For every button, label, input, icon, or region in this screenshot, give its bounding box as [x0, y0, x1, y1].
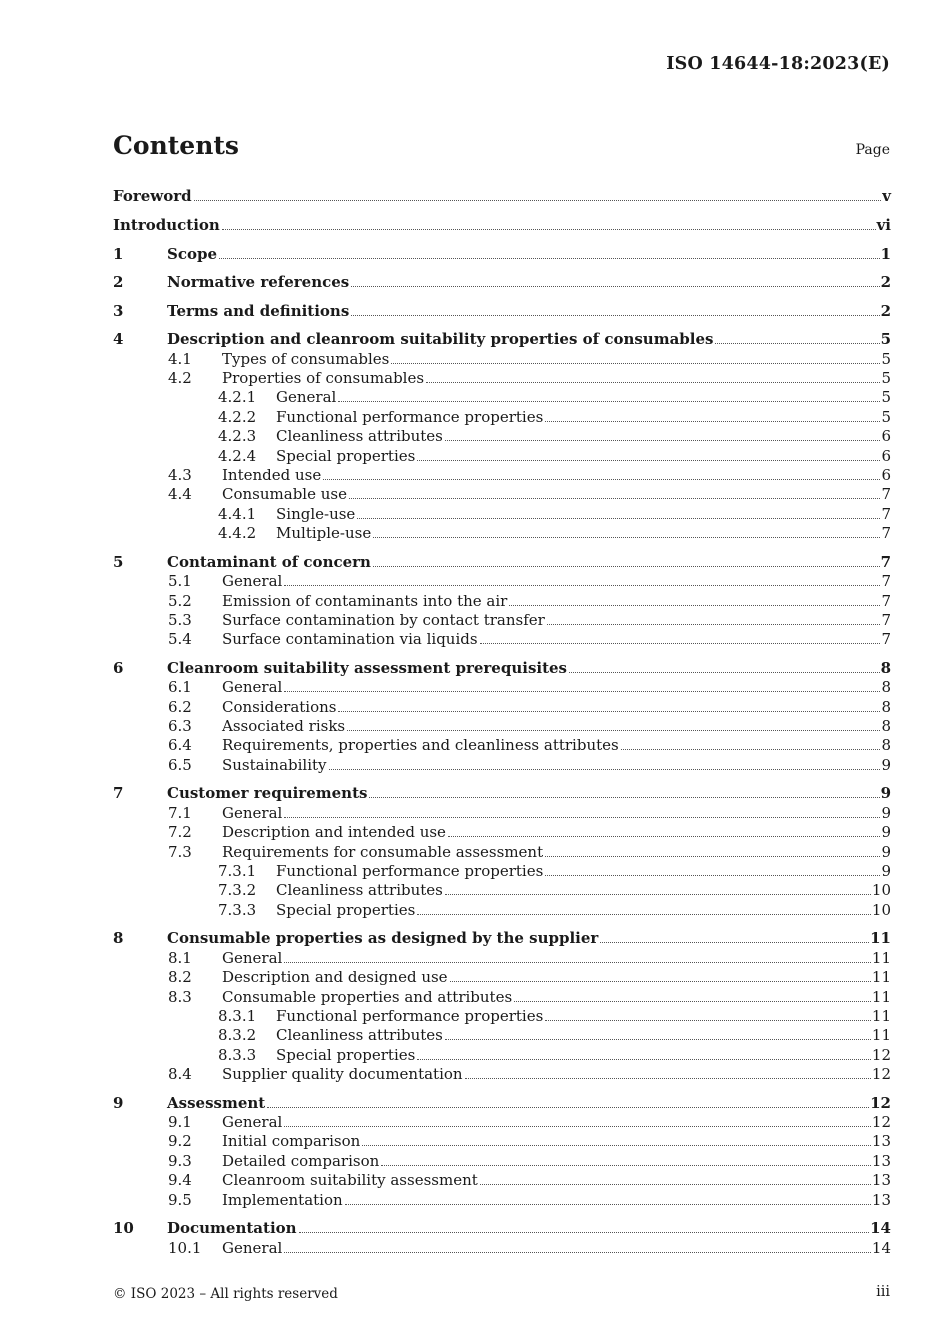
toc-entry[interactable] [113, 783, 891, 802]
toc-entry-number: 5 [113, 552, 124, 571]
toc-entry-title: General [222, 803, 283, 822]
toc-entry-number: 4.2 [168, 369, 192, 388]
dot-leader [345, 1204, 871, 1205]
dot-leader [445, 1039, 871, 1040]
toc-entry-page: 11 [871, 968, 891, 987]
toc-entry-number: 8 [113, 929, 124, 948]
toc-entry[interactable] [113, 387, 891, 406]
dot-leader [329, 769, 881, 770]
dot-leader [547, 624, 881, 625]
toc-entry-number: 8.3.2 [218, 1026, 257, 1045]
dot-leader [545, 421, 880, 422]
toc-entry-title: General [276, 388, 337, 407]
toc-entry[interactable] [113, 658, 891, 677]
dot-leader [621, 749, 881, 750]
toc-entry-title: Documentation [167, 1219, 297, 1238]
dot-leader [267, 1107, 869, 1108]
toc-entry-number: 4.4.2 [218, 524, 257, 543]
toc-entry-title: Assessment [167, 1093, 266, 1112]
dot-leader [448, 836, 881, 837]
toc-entry-number: 9.2 [168, 1132, 192, 1151]
toc-entry-title: Supplier quality documentation [222, 1065, 463, 1084]
toc-entry-title: General [222, 678, 283, 697]
toc-entry-page: 11 [870, 929, 891, 948]
toc-entry-page: v [882, 187, 891, 206]
toc-entry-title: Surface contamination via liquids [222, 630, 478, 649]
dot-leader [299, 1232, 870, 1233]
toc-entry-number: 4.4.1 [218, 504, 257, 523]
toc-entry-number: 4.2.3 [218, 427, 257, 446]
toc-entry-page: 7 [880, 552, 891, 571]
toc-entry-number: 4.3 [168, 466, 192, 485]
toc-entry-page: 6 [881, 466, 891, 485]
toc-entry[interactable] [113, 426, 891, 445]
toc-entry[interactable] [113, 1044, 891, 1063]
toc-entry-number: 4.2.1 [218, 388, 257, 407]
toc-entry-title: Foreword [113, 187, 192, 206]
toc-entry-number: 7.3.1 [218, 862, 257, 880]
toc-entry-number: 6.5 [168, 755, 192, 774]
toc-entry-page: 12 [870, 1093, 891, 1112]
toc-entry-number: 9.5 [168, 1190, 192, 1209]
page-column-label: Page [855, 142, 890, 158]
toc-entry[interactable] [113, 445, 891, 464]
toc-entry[interactable] [113, 696, 891, 715]
toc-entry-title: Requirements for consumable assessment [222, 842, 544, 861]
toc-entry[interactable] [113, 523, 891, 542]
toc-entry-page: 7 [881, 485, 891, 504]
dot-leader [514, 1001, 871, 1002]
toc-entry[interactable] [113, 590, 891, 609]
toc-entry-page: 11 [871, 948, 891, 967]
toc-entry-number: 10 [113, 1219, 134, 1238]
toc-entry-title: Special properties [276, 1045, 416, 1064]
toc-entry-number: 9.3 [168, 1151, 192, 1170]
toc-entry-page: 11 [871, 987, 891, 1006]
toc-entry[interactable] [113, 1025, 891, 1044]
toc-entry-title: Sustainability [222, 755, 327, 774]
toc-entry-page: 8 [881, 697, 891, 716]
dot-leader [349, 498, 880, 499]
toc-entry-page: 1 [880, 244, 891, 263]
dot-leader [509, 605, 880, 606]
toc-entry-number: 7.3.3 [218, 900, 257, 919]
toc-entry-number: 5.3 [168, 610, 192, 629]
toc-entry[interactable] [113, 243, 891, 262]
toc-entry-page: 7 [881, 630, 891, 649]
toc-entry-number: 8.4 [168, 1065, 192, 1084]
toc-entry-title: Customer requirements [167, 784, 368, 803]
dot-leader [600, 942, 869, 943]
dot-leader [373, 566, 880, 567]
toc-entry[interactable] [113, 1064, 891, 1083]
toc-entry-title: Functional performance properties [276, 862, 544, 880]
toc-entry-title: Surface contamination by contact transfer [222, 610, 545, 629]
toc-entry-title: Requirements, properties and cleanliness attributes [222, 736, 619, 755]
toc-entry[interactable] [113, 986, 891, 1005]
dot-leader [284, 1252, 871, 1253]
dot-leader [323, 479, 880, 480]
dot-leader [362, 1145, 871, 1146]
toc-entry-page: 12 [871, 1065, 891, 1084]
toc-entry[interactable] [113, 215, 891, 234]
toc-entry-number: 8.3 [168, 987, 192, 1006]
toc-entry[interactable] [113, 716, 891, 735]
toc-entry[interactable] [113, 899, 891, 918]
toc-entry-number: 4 [113, 330, 124, 349]
toc-entry-title: Detailed comparison [222, 1151, 380, 1170]
page-number: iii [876, 1284, 890, 1300]
toc-entry-title: Introduction [113, 215, 220, 234]
toc-entry-number: 6.2 [168, 697, 192, 716]
table-of-contents [113, 186, 891, 1257]
toc-entry-page: 8 [881, 678, 891, 697]
dot-leader [417, 460, 880, 461]
toc-entry-page: 13 [871, 1151, 891, 1170]
toc-entry-number: 8.3.3 [218, 1045, 257, 1064]
toc-entry[interactable] [113, 861, 891, 880]
toc-entry-page: 13 [871, 1132, 891, 1151]
toc-entry-page: 5 [881, 369, 891, 388]
dot-leader [284, 962, 871, 963]
toc-entry-page: 2 [880, 273, 891, 292]
toc-entry-title: Types of consumables [222, 349, 390, 368]
toc-entry[interactable] [113, 967, 891, 986]
dot-leader [465, 1078, 871, 1079]
dot-leader [545, 856, 880, 857]
toc-entry[interactable] [113, 1218, 891, 1237]
toc-entry-title: General [222, 948, 283, 967]
toc-entry-number: 9 [113, 1093, 124, 1112]
toc-entry-number: 9.4 [168, 1171, 192, 1190]
toc-entry-title: Special properties [276, 446, 416, 465]
toc-entry-page: 14 [870, 1219, 891, 1238]
toc-entry-page: vi [876, 215, 891, 234]
toc-entry-number: 6.3 [168, 717, 192, 736]
toc-entry-title: Terms and definitions [167, 301, 350, 320]
toc-entry-page: 12 [871, 1045, 891, 1064]
toc-entry-number: 5.2 [168, 591, 192, 610]
toc-entry-title: Scope [167, 244, 218, 263]
contents-title: Contents [113, 131, 240, 160]
toc-entry-title: Intended use [222, 466, 322, 485]
toc-entry[interactable] [113, 1112, 891, 1131]
toc-entry-page: 13 [871, 1190, 891, 1209]
toc-entry-title: Considerations [222, 697, 337, 716]
toc-entry[interactable] [113, 629, 891, 648]
toc-entry-title: General [222, 572, 283, 591]
toc-entry[interactable] [113, 551, 891, 570]
toc-entry-number: 8.3.1 [218, 1006, 257, 1025]
toc-entry-title: Properties of consumables [222, 369, 425, 388]
toc-entry[interactable] [113, 1131, 891, 1150]
toc-entry-page: 7 [881, 504, 891, 523]
toc-entry[interactable] [113, 928, 891, 947]
dot-leader [194, 200, 882, 201]
toc-entry-title: Consumable use [222, 485, 347, 504]
toc-entry-number: 7.1 [168, 803, 192, 822]
toc-entry-page: 7 [881, 591, 891, 610]
toc-entry-number: 1 [113, 244, 124, 263]
toc-entry-title: Description and designed use [222, 968, 448, 987]
toc-entry[interactable] [113, 841, 891, 860]
toc-entry-page: 13 [871, 1171, 891, 1190]
toc-entry-page: 5 [881, 349, 891, 368]
toc-entry[interactable] [113, 571, 891, 590]
toc-entry-page: 9 [881, 862, 891, 880]
toc-entry-title: Associated risks [222, 717, 346, 736]
toc-entry-title: Cleanliness attributes [276, 881, 443, 900]
toc-entry[interactable] [113, 465, 891, 484]
toc-entry-title: Cleanliness attributes [276, 1026, 443, 1045]
toc-entry[interactable] [113, 1189, 891, 1208]
dot-leader [338, 401, 880, 402]
toc-entry[interactable] [113, 484, 891, 503]
toc-entry-title: Multiple-use [276, 524, 372, 543]
toc-entry-page: 10 [871, 881, 891, 900]
toc-entry-number: 8.2 [168, 968, 192, 987]
toc-entry[interactable] [113, 300, 891, 319]
dot-leader [347, 730, 880, 731]
dot-leader [450, 981, 871, 982]
dot-leader [284, 691, 880, 692]
toc-entry-title: Functional performance properties [276, 1006, 544, 1025]
toc-entry-number: 6 [113, 658, 124, 677]
toc-entry-page: 8 [881, 736, 891, 755]
dot-leader [391, 363, 880, 364]
toc-entry[interactable] [113, 368, 891, 387]
toc-entry-page: 6 [881, 427, 891, 446]
toc-entry[interactable] [113, 754, 891, 773]
toc-entry-page: 9 [881, 803, 891, 822]
toc-entry[interactable] [113, 1150, 891, 1169]
toc-entry-title: Implementation [222, 1190, 343, 1209]
dot-leader [480, 643, 881, 644]
toc-entry-title: Consumable properties and attributes [222, 987, 513, 1006]
toc-entry-title: Functional performance properties [276, 407, 544, 426]
toc-entry-number: 8.1 [168, 948, 192, 967]
toc-entry-number: 7.2 [168, 823, 192, 842]
toc-entry-page: 7 [881, 610, 891, 629]
toc-entry[interactable] [113, 802, 891, 821]
dot-leader [373, 537, 880, 538]
toc-entry-page: 9 [881, 842, 891, 861]
dot-leader [219, 258, 880, 259]
toc-entry[interactable] [113, 822, 891, 841]
toc-entry[interactable] [113, 947, 891, 966]
toc-entry-title: Description and intended use [222, 823, 446, 842]
toc-entry-page: 9 [880, 784, 891, 803]
toc-entry[interactable] [113, 610, 891, 629]
toc-entry-title: Special properties [276, 900, 416, 919]
toc-entry-title: Emission of contaminants into the air [222, 591, 508, 610]
toc-entry-page: 9 [881, 755, 891, 774]
toc-entry-page: 7 [881, 572, 891, 591]
toc-entry-page: 7 [881, 524, 891, 543]
toc-entry-title: General [222, 1238, 283, 1257]
toc-entry-number: 7 [113, 784, 124, 803]
toc-entry-title: Cleanroom suitability assessment [222, 1171, 478, 1190]
toc-entry[interactable] [113, 406, 891, 425]
dot-leader [715, 343, 879, 344]
dot-leader [545, 1020, 871, 1021]
toc-entry-page: 5 [881, 388, 891, 407]
toc-entry-title: General [222, 1113, 283, 1132]
toc-entry[interactable] [113, 186, 891, 205]
toc-entry-title: Initial comparison [222, 1132, 361, 1151]
toc-entry-page: 2 [880, 301, 891, 320]
dot-leader [417, 914, 871, 915]
toc-entry[interactable] [113, 348, 891, 367]
dot-leader [284, 817, 880, 818]
dot-leader [369, 797, 879, 798]
toc-entry-page: 5 [880, 330, 891, 349]
toc-entry-title: Description and cleanroom suitability properties of consumables [167, 330, 714, 349]
toc-entry-number: 4.4 [168, 485, 192, 504]
copyright-notice: © ISO 2023 – All rights reserved [113, 1286, 338, 1302]
dot-leader [338, 711, 880, 712]
toc-entry-number: 10.1 [168, 1238, 202, 1257]
dot-leader [357, 518, 880, 519]
toc-entry-number: 7.3.2 [218, 881, 257, 900]
toc-entry[interactable] [113, 1237, 891, 1256]
dot-leader [569, 672, 880, 673]
toc-entry-page: 8 [880, 658, 891, 677]
toc-entry-number: 5.4 [168, 630, 192, 649]
toc-entry-title: Normative references [167, 273, 350, 292]
toc-entry-number: 4.1 [168, 349, 192, 368]
dot-leader [480, 1184, 871, 1185]
toc-entry-page: 6 [881, 446, 891, 465]
toc-entry[interactable] [113, 735, 891, 754]
toc-entry-page: 11 [871, 1006, 891, 1025]
toc-entry-page: 12 [871, 1113, 891, 1132]
toc-entry-number: 3 [113, 301, 124, 320]
dot-leader [426, 382, 880, 383]
toc-entry[interactable] [113, 1006, 891, 1025]
dot-leader [222, 229, 876, 230]
toc-entry-title: Cleanliness attributes [276, 427, 443, 446]
toc-entry-page: 11 [871, 1026, 891, 1045]
toc-entry-title: Single-use [276, 504, 356, 523]
toc-entry-page: 8 [881, 717, 891, 736]
dot-leader [381, 1165, 871, 1166]
toc-entry-page: 10 [871, 900, 891, 919]
document-id: ISO 14644-18:2023(E) [666, 54, 890, 74]
toc-entry-page: 14 [871, 1238, 891, 1257]
toc-entry-title: Consumable properties as designed by the supplier [167, 929, 599, 948]
toc-entry-number: 2 [113, 273, 124, 292]
toc-entry-title: Cleanroom suitability assessment prerequisites [167, 658, 568, 677]
toc-entry-page: 9 [881, 823, 891, 842]
dot-leader [284, 1126, 871, 1127]
toc-entry-number: 7.3 [168, 842, 192, 861]
toc-entry[interactable] [113, 503, 891, 522]
toc-entry[interactable] [113, 880, 891, 899]
toc-entry-number: 6.4 [168, 736, 192, 755]
toc-entry[interactable] [113, 272, 891, 291]
dot-leader [445, 440, 881, 441]
dot-leader [351, 286, 879, 287]
toc-entry-page: 5 [881, 407, 891, 426]
toc-entry[interactable] [113, 677, 891, 696]
toc-entry-number: 6.1 [168, 678, 192, 697]
toc-entry[interactable] [113, 1170, 891, 1189]
toc-entry[interactable] [113, 329, 891, 348]
dot-leader [351, 315, 879, 316]
toc-entry-number: 4.2.2 [218, 407, 257, 426]
dot-leader [284, 585, 880, 586]
dot-leader [417, 1059, 871, 1060]
toc-entry-number: 4.2.4 [218, 446, 257, 465]
toc-entry-number: 5.1 [168, 572, 192, 591]
toc-entry-number: 9.1 [168, 1113, 192, 1132]
toc-entry-title: Contaminant of concern [167, 552, 371, 571]
toc-entry[interactable] [113, 1092, 891, 1111]
dot-leader [445, 894, 871, 895]
dot-leader [545, 875, 880, 876]
